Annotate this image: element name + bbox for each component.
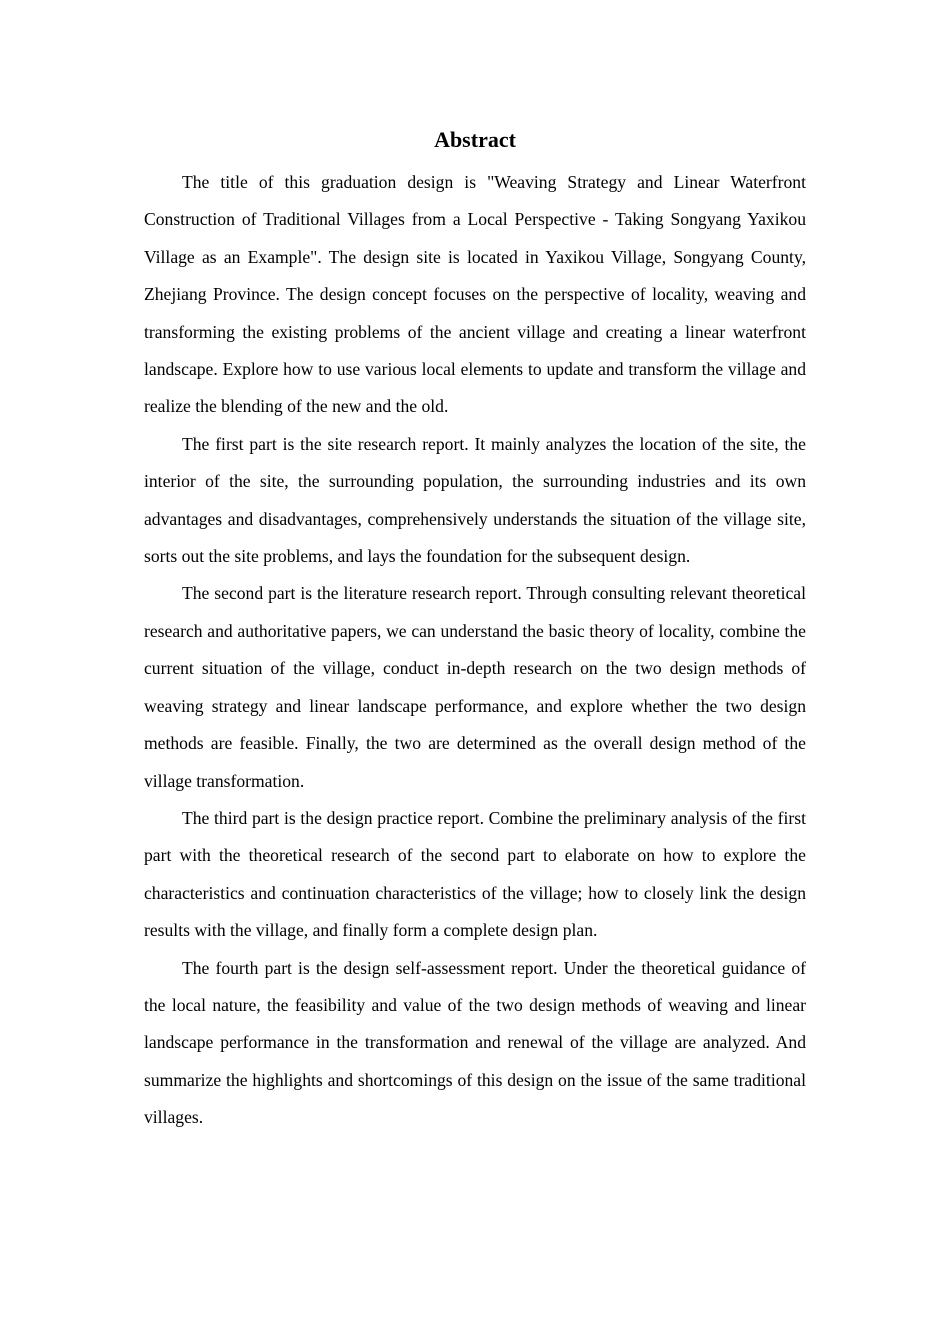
abstract-paragraph-part-three: The third part is the design practice report. Combine the preliminary analysis of the first part with the theoretical research of the second part to elaborate on how to explore the characteristics and continuation characteristics of the village; how to closely link the design results with the village, and finally form a complete design plan. [144, 807, 806, 941]
abstract-paragraph-part-two: The second part is the literature research report. Through consulting relevant theoretical research and authoritative papers, we can understand the basic theory of locality, combine the current situation of the village, conduct in-depth research on the two design methods of weaving strategy and linear landscape performance, and explore whether the two design methods are feasible. Finally, the two are determined as the overall design method of the village transformation. [144, 583, 806, 791]
abstract-paragraph-part-one: The first part is the site research report. It mainly analyzes the location of the site, the interior of the site, the surrounding population, the surrounding industries and its own advantages and disadvantages, comprehensively understands the situation of the village site, sorts out the site problems, and lays the foundation for the subsequent design. [144, 433, 806, 567]
document-page [144, 122, 806, 1137]
abstract-title: Abstract [434, 127, 516, 152]
abstract-paragraph-intro: The title of this graduation design is "Weaving Strategy and Linear Waterfront Construction of Traditional Villages from a Local Perspective - Taking Songyang Yaxikou Village as an Example". The design site is located in Yaxikou Village, Songyang County, Zhejiang Province. The design concept focuses on the perspective of locality, weaving and transforming the existing problems of the ancient village and creating a linear waterfront landscape. Explore how to use various local elements to update and transform the village and realize the blending of the new and the old. [144, 172, 806, 417]
abstract-paragraph-part-four: The fourth part is the design self-assessment report. Under the theoretical guidance of the local nature, the feasibility and value of the two design methods of weaving and linear landscape performance in the transformation and renewal of the village are analyzed. And summarize the highlights and shortcomings of this design on the issue of the same traditional villages. [144, 957, 806, 1128]
